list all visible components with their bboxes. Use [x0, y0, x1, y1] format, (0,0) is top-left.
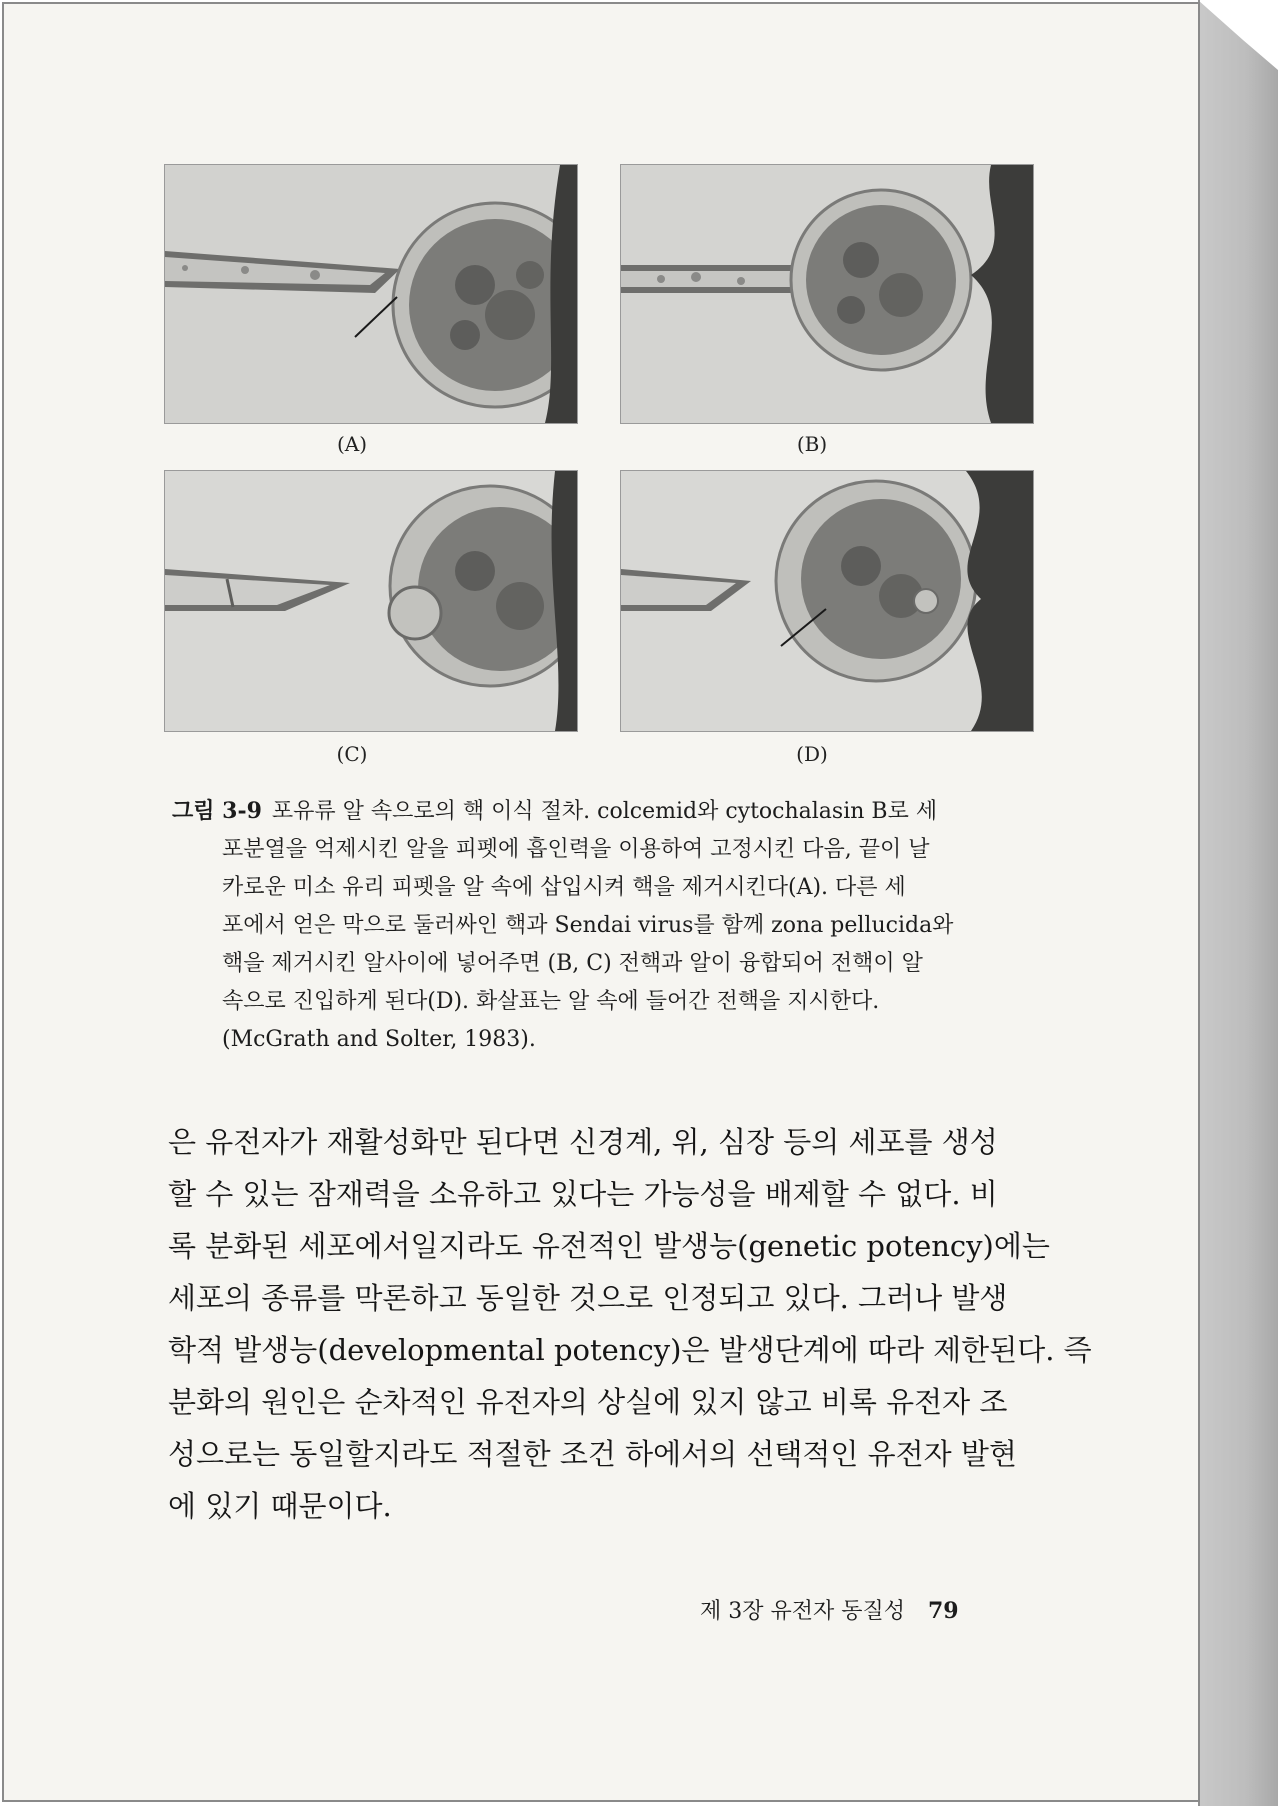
caption-line: 카로운 미소 유리 피펫을 알 속에 삽입시켜 핵을 제거시킨다(A). 다른 세: [222, 875, 906, 900]
page-number: 79: [928, 1598, 959, 1624]
body-paragraph: [168, 1116, 1092, 1532]
figure-number: 그림 3-9: [172, 798, 262, 824]
body-line: 은 유전자가 재활성화만 된다면 신경계, 위, 심장 등의 세포를 생성: [168, 1125, 998, 1159]
caption-line: 속으로 진입하게 된다(D). 화살표는 알 속에 들어간 전핵을 지시한다.: [222, 989, 880, 1014]
panel-label-c: (C): [336, 742, 368, 766]
caption-line: [172, 792, 1017, 831]
caption-line-text: 포유류 알 속으로의 핵 이식 절차. colcemid와 cytochalasin B로 세: [271, 799, 938, 824]
micrograph-panel-b: [620, 164, 1034, 424]
micrograph-panel-d: [620, 470, 1034, 732]
caption-citation: (McGrath and Solter, 1983).: [222, 1027, 536, 1052]
body-line: 분화의 원인은 순차적인 유전자의 상실에 있지 않고 비록 유전자 조: [168, 1385, 1008, 1419]
page-stack-edge: [1198, 0, 1278, 1806]
body-line: 할 수 있는 잠재력을 소유하고 있다는 가능성을 배제할 수 없다. 비: [168, 1177, 998, 1211]
panel-label-b: (B): [796, 432, 828, 456]
body-line: 학적 발생능(developmental potency)은 발생단계에 따라 제한된다. 즉: [168, 1333, 1092, 1367]
body-line: 록 분화된 세포에서일지라도 유전적인 발생능(genetic potency)에는: [168, 1229, 1050, 1263]
body-line: 에 있기 때문이다.: [168, 1489, 392, 1523]
caption-line: 포분열을 억제시킨 알을 피펫에 흡인력을 이용하여 고정시킨 다음, 끝이 날: [222, 837, 930, 862]
micrograph-panel-c: [164, 470, 578, 732]
micrograph-panel-a: [164, 164, 578, 424]
body-line: 성으로는 동일할지라도 적절한 조건 하에서의 선택적인 유전자 발현: [168, 1437, 1017, 1471]
figure-caption: [172, 792, 1017, 1059]
body-line: 세포의 종류를 막론하고 동일한 것으로 인정되고 있다. 그러나 발생: [168, 1281, 1008, 1315]
running-chapter-title: 제 3장 유전자 동질성: [700, 1599, 905, 1624]
caption-line: 핵을 제거시킨 알사이에 넣어주면 (B, C) 전핵과 알이 융합되어 전핵이 알: [222, 951, 923, 976]
panel-label-a: (A): [336, 432, 368, 456]
caption-line: 포에서 얻은 막으로 둘러싸인 핵과 Sendai virus를 함께 zona pellucida와: [222, 913, 954, 938]
page-footer: [700, 1594, 959, 1625]
panel-label-d: (D): [796, 742, 828, 766]
